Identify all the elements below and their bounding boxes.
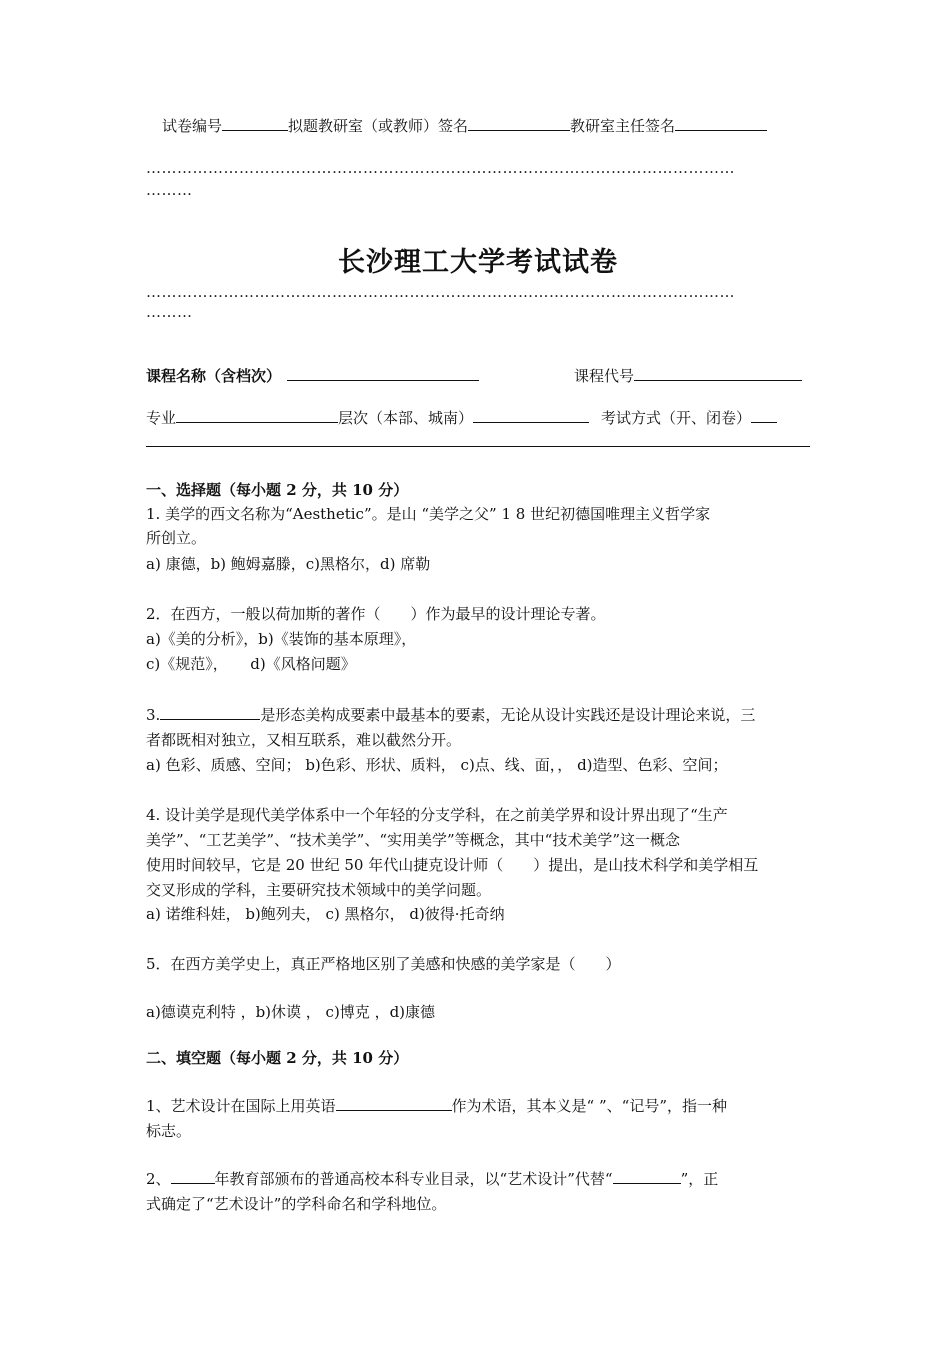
question-5-options: a)德谟克利特 ，b)休谟 ， c)博克 ，d)康德	[146, 1003, 436, 1021]
paper-number-blank	[222, 116, 288, 131]
fill-2-text-b: 年教育部颁布的普通高校本科专业目录，以“艺术设计”代替“	[214, 1170, 613, 1188]
exam-title: 长沙理工大学考试试卷	[338, 247, 618, 278]
info-underline	[146, 446, 810, 447]
section-1-title: 一、选择题（每小题 2 分，共 10 分）	[146, 481, 409, 499]
course-code-row	[574, 366, 802, 386]
dotted-separator-tail: ………	[146, 304, 193, 320]
teacher-sign-blank	[468, 116, 570, 131]
fill-2-line-2: 式确定了“艺术设计”的学科命名和学科地位。	[146, 1195, 447, 1213]
question-3-line-2: 者都既相对独立，又相互联系，难以截然分开。	[146, 731, 462, 749]
dotted-separator: ……………………………………………………………………………………………………	[146, 284, 735, 300]
question-2-options-2: c)《规范》， d)《风格问题》	[146, 655, 356, 673]
director-sign-label: 教研室主任签名	[570, 117, 676, 135]
question-3-number: 3.	[146, 706, 161, 724]
fill-1-line-1	[146, 1096, 727, 1116]
teacher-sign-label: 拟题教研室（或教师）签名	[288, 117, 469, 135]
question-5-line-1: 5．在西方美学史上，真正严格地区别了美感和快感的美学家是（ ）	[146, 955, 621, 973]
question-3-blank	[160, 705, 260, 720]
exam-mode-label: 考试方式（开、闭卷）	[601, 409, 752, 427]
paper-number-label: 试卷编号	[162, 117, 223, 135]
question-4-line-2: 美学”、“工艺美学”、“技术美学”、“实用美学”等概念，其中“技术美学”这一概念	[146, 831, 681, 849]
fill-1-line-2: 标志。	[146, 1122, 192, 1140]
question-3-text: 是形态美构成要素中最基本的要素，无论从设计实践还是设计理论来说，三	[260, 706, 756, 724]
major-label: 专业	[146, 409, 177, 427]
course-name-blank	[287, 366, 479, 381]
fill-2-text-c: ”，正	[680, 1170, 719, 1188]
course-code-label: 课程代号	[574, 367, 635, 385]
signature-row	[162, 116, 767, 136]
question-2-options-1: a)《美的分析》，b)《装饰的基本原理》，	[146, 630, 417, 648]
question-4-line-4: 交叉形成的学科，主要研究技术领域中的美学问题。	[146, 881, 492, 899]
dotted-separator-tail: ………	[146, 182, 193, 198]
fill-2-line-1	[146, 1169, 718, 1189]
question-4-line-1: 4. 设计美学是现代美学体系中一个年轻的分支学科，在之前美学界和设计界出现了“生产	[146, 806, 728, 824]
course-name-row	[146, 366, 479, 386]
fill-2-text-a: 2、	[146, 1170, 171, 1188]
fill-1-text-a: 1、艺术设计在国际上用英语	[146, 1097, 336, 1115]
question-2-line-1: 2．在西方，一般以荷加斯的著作（ ）作为最早的设计理论专著。	[146, 605, 606, 623]
question-1-options: a) 康德，b) 鲍姆嘉滕，c)黑格尔，d) 席勒	[146, 555, 431, 573]
question-4-line-3: 使用时间较早，它是 20 世纪 50 年代山捷克设计师（ ）提出，是山技术科学和美学相互	[146, 856, 759, 874]
course-name-label: 课程名称（含档次）	[146, 367, 282, 385]
fill-2-blank-year	[171, 1169, 215, 1184]
question-1-line-1: 1. 美学的西文名称为“Aesthetic”。是山 “美学之父” 1 8 世纪初德国唯理主义哲学家	[146, 505, 711, 523]
fill-1-blank	[336, 1096, 452, 1111]
major-row	[146, 408, 777, 428]
fill-2-blank-term	[613, 1169, 681, 1184]
question-4-options: a) 诺维科娃， b)鲍列夫， c) 黑格尔， d)彼得·托奇纳	[146, 905, 505, 923]
section-2-title: 二、填空题（每小题 2 分，共 10 分）	[146, 1049, 409, 1067]
major-blank	[176, 408, 338, 423]
director-sign-blank	[675, 116, 767, 131]
question-3-options: a) 色彩、质感、空间； b)色彩、形状、质料， c)点、线、面，， d)造型、色彩、空间；	[146, 756, 728, 774]
question-1-line-2: 所创立。	[146, 529, 207, 547]
question-3-line-1	[146, 705, 755, 725]
level-label: 层次（本部、城南）	[338, 409, 474, 427]
exam-mode-blank	[751, 408, 777, 423]
level-blank	[473, 408, 589, 423]
course-code-blank	[634, 366, 802, 381]
dotted-separator: ……………………………………………………………………………………………………	[146, 160, 735, 176]
fill-1-text-b: 作为术语，其本义是“ ”、“记号”，指一种	[451, 1097, 727, 1115]
